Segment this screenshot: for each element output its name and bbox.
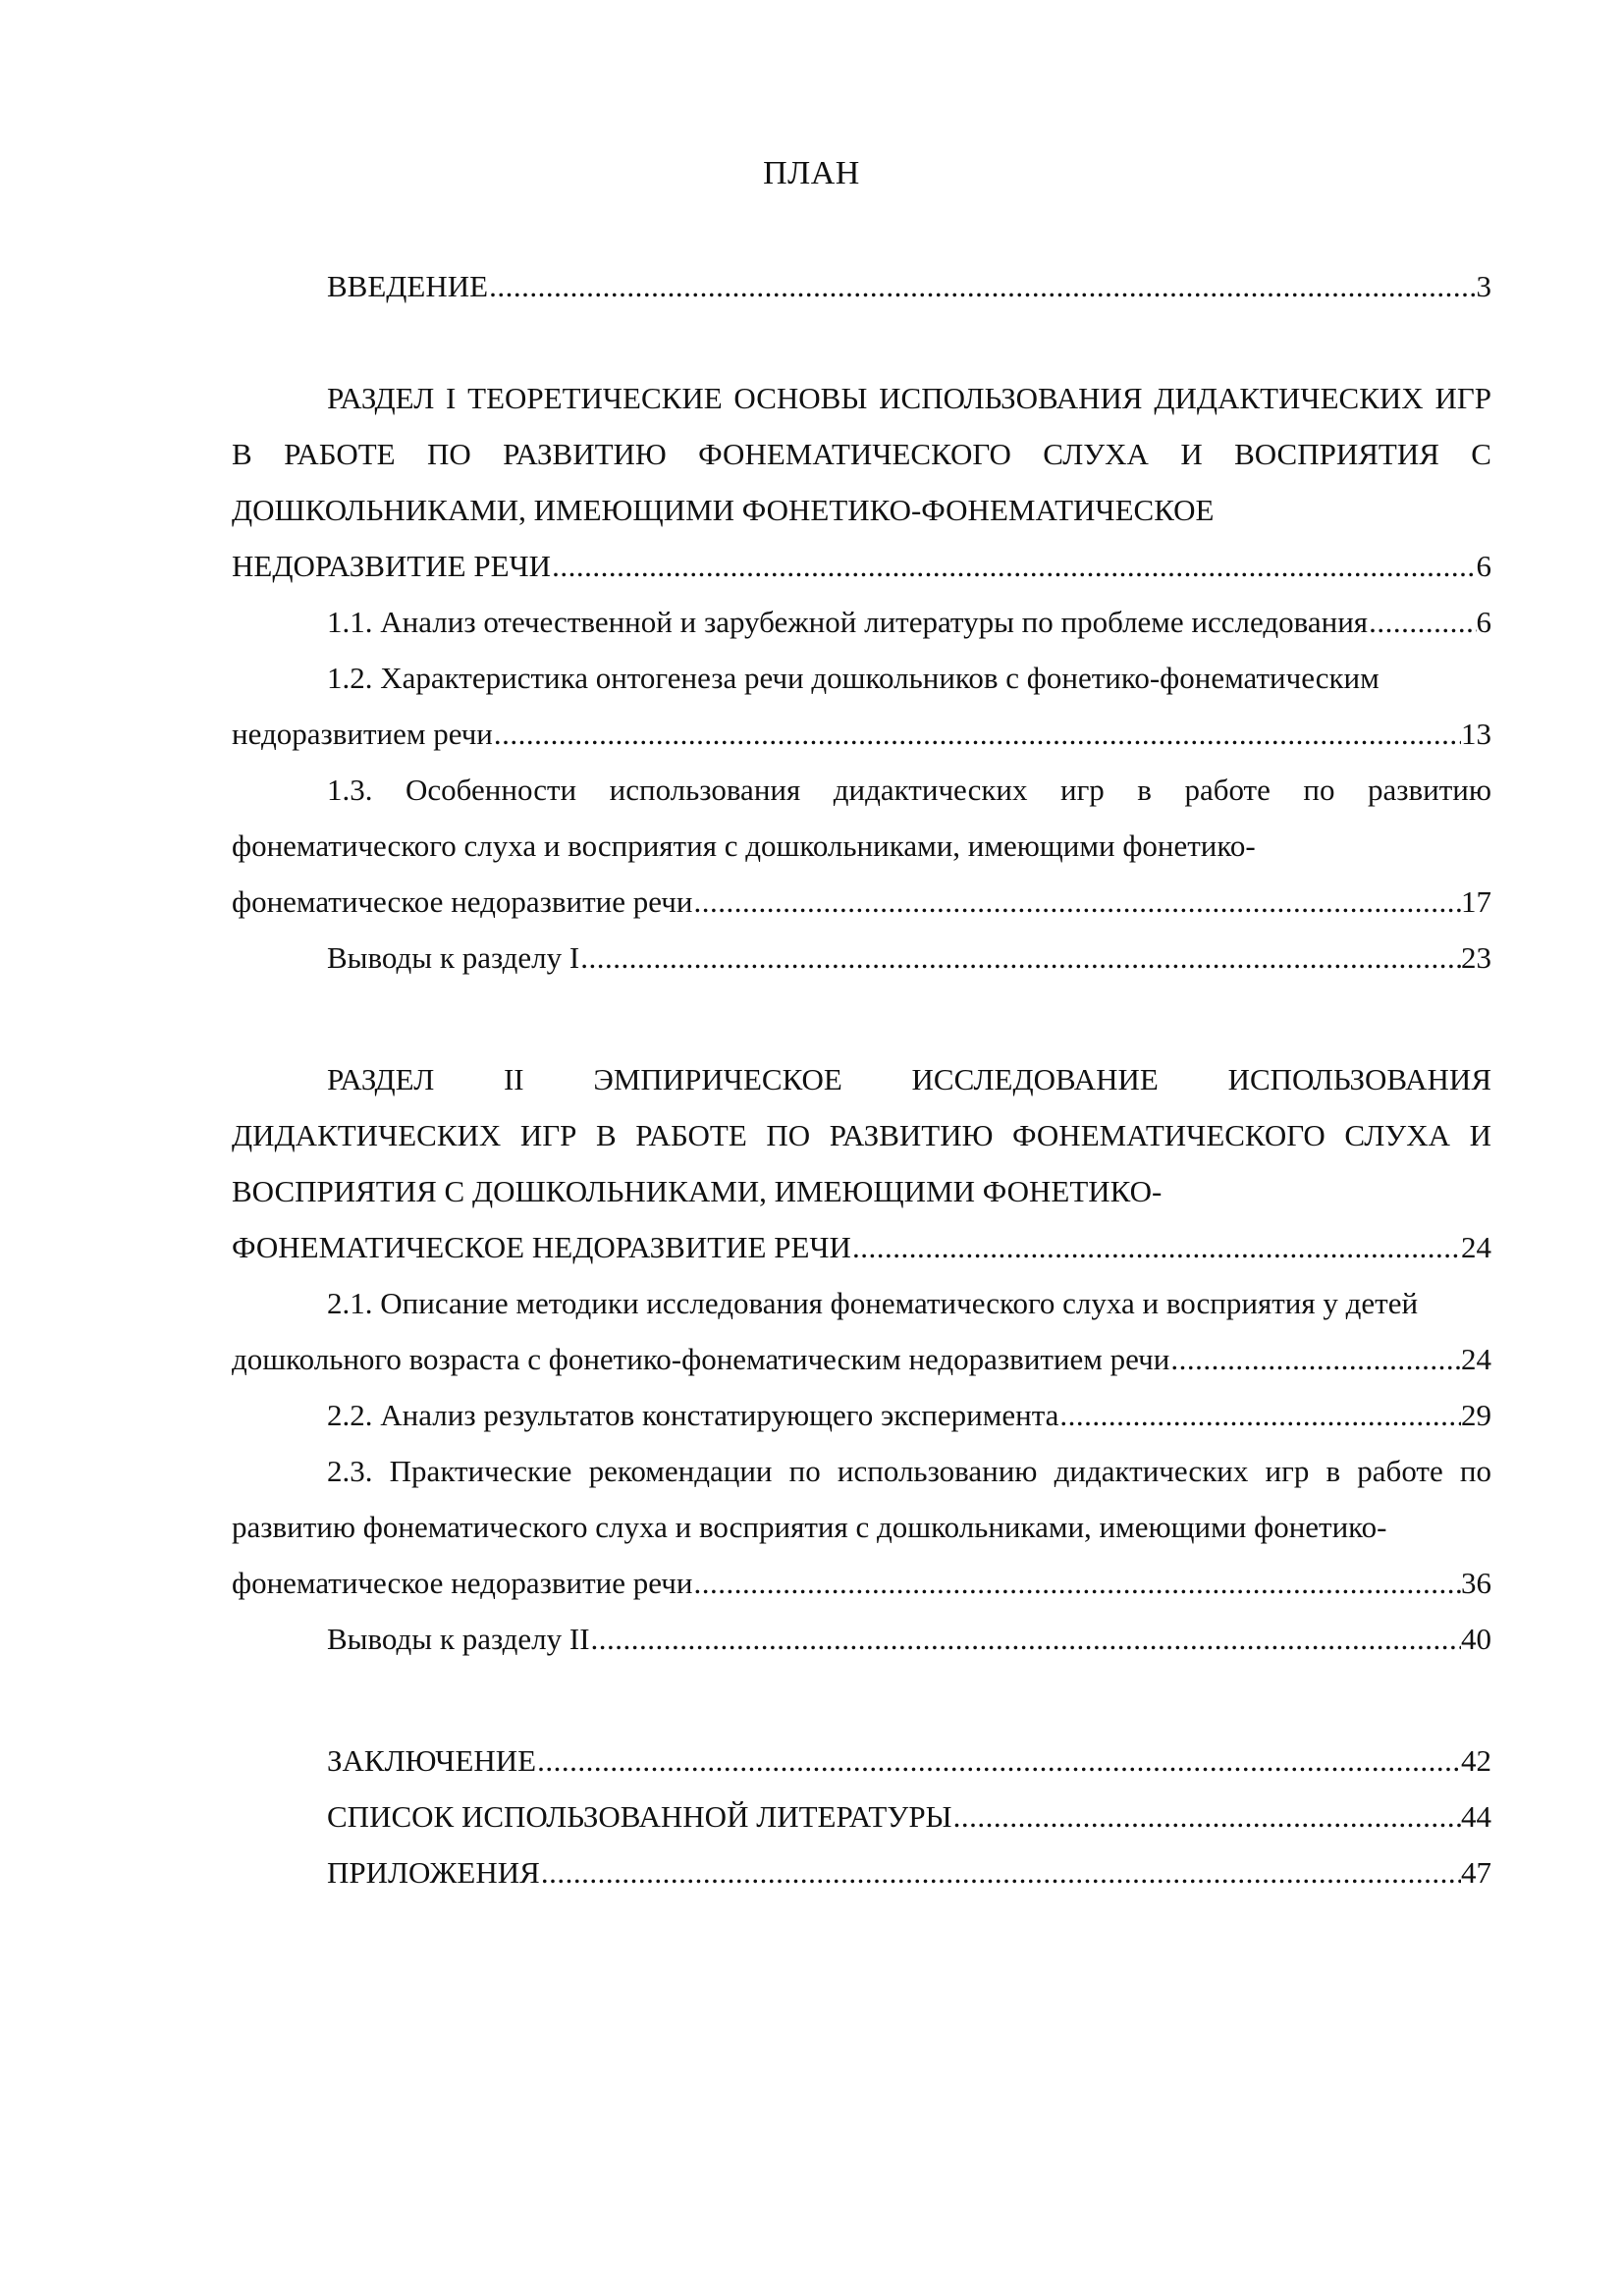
toc-entry-label: 2.1. Описание методики исследования фонематического слуха и восприятия у детей: [327, 1286, 1419, 1320]
toc-page-number: 24: [1461, 1230, 1491, 1264]
toc-entry-label: ВВЕДЕНИЕ: [327, 269, 489, 303]
toc-entry-label: 2.2. Анализ результатов констатирующего эксперимента: [327, 1398, 1059, 1432]
toc-entry-1-1[interactable]: [232, 594, 1491, 650]
toc-page-number: 6: [1476, 605, 1491, 639]
toc-page-number: 42: [1461, 1743, 1491, 1778]
toc-entry-2-2[interactable]: [232, 1387, 1491, 1443]
toc-entry-label: фонематическое недоразвитие речи: [232, 1566, 693, 1600]
dot-leader: [952, 1789, 1461, 1844]
toc-entry-label: ЗАКЛЮЧЕНИЕ: [327, 1743, 537, 1778]
toc-entry-2-1-text[interactable]: [232, 1275, 1491, 1331]
toc-entry-label: СПИСОК ИСПОЛЬЗОВАННОЙ ЛИТЕРАТУРЫ: [327, 1799, 952, 1834]
dot-leader: [590, 1611, 1461, 1667]
toc-entry-label: ВОСПРИЯТИЯ С ДОШКОЛЬНИКАМИ, ИМЕЮЩИМИ ФОНЕТИКО-: [232, 1174, 1163, 1208]
toc-entry-label: 1.2. Характеристика онтогенеза речи дошкольников с фонетико-фонематическим: [327, 661, 1380, 695]
toc-page-number: 44: [1461, 1799, 1491, 1834]
toc-entry-label: фонематического слуха и восприятия с дошкольниками, имеющими фонетико-: [232, 828, 1256, 863]
toc-block-section-2: [232, 1051, 1491, 1667]
toc-entry-conclusions-1[interactable]: [232, 930, 1491, 986]
toc-entry-label: РАЗДЕЛ I ТЕОРЕТИЧЕСКИЕ ОСНОВЫ ИСПОЛЬЗОВАНИЯ ДИДАКТИЧЕСКИХ: [327, 381, 1435, 415]
dot-leader: [540, 1844, 1461, 1900]
toc-block-intro: [232, 258, 1491, 314]
toc-section-1-heading[interactable]: [232, 370, 1491, 538]
toc-page-number: 47: [1461, 1855, 1491, 1890]
dot-leader: [1368, 594, 1476, 650]
toc-entry-label: ИГР В РАБОТЕ ПО РАЗВИТИЮ ФОНЕМАТИЧЕСКОГО СЛУХА И ВОСПРИЯТИЯ С: [232, 381, 1491, 471]
toc-entry-appendices[interactable]: [232, 1844, 1491, 1900]
toc-entry-1-3-text[interactable]: [232, 762, 1491, 874]
toc-entry-label: Выводы к разделу II: [327, 1622, 590, 1656]
dot-leader: [692, 1555, 1461, 1611]
toc-entry-references[interactable]: [232, 1789, 1491, 1844]
toc-entry-section-1-end[interactable]: [232, 538, 1491, 594]
dot-leader: [851, 1219, 1461, 1275]
toc-entry-2-3[interactable]: [232, 1555, 1491, 1611]
toc-section-2-heading[interactable]: [232, 1051, 1491, 1219]
toc-entry-label: ДИДАКТИЧЕСКИХ ИГР В РАБОТЕ ПО РАЗВИТИЮ ФОНЕМАТИЧЕСКОГО СЛУХА И: [232, 1118, 1491, 1152]
toc-entry-1-3[interactable]: [232, 874, 1491, 930]
toc-entry-2-3-text[interactable]: [232, 1443, 1491, 1555]
toc-entry-label: 1.1. Анализ отечественной и зарубежной литературы по проблеме исследования: [327, 605, 1369, 639]
dot-leader: [551, 538, 1476, 594]
dot-leader: [1058, 1387, 1461, 1443]
toc-entry-label: ДОШКОЛЬНИКАМИ, ИМЕЮЩИМИ ФОНЕТИКО-ФОНЕМАТИЧЕСКОЕ: [232, 493, 1215, 527]
toc-entry-label: НЕДОРАЗВИТИЕ РЕЧИ: [232, 549, 552, 583]
toc-entry-label: фонематическое недоразвитие речи: [232, 884, 693, 919]
toc-page-number: 23: [1461, 940, 1491, 975]
toc-entry-label: ПРИЛОЖЕНИЯ: [327, 1855, 540, 1890]
toc-block-section-1: [232, 370, 1491, 986]
toc-entry-intro[interactable]: [232, 258, 1491, 314]
dot-leader: [536, 1733, 1461, 1789]
toc-entry-label: 2.3. Практические рекомендации по использованию дидактических игр в работе по: [327, 1454, 1491, 1488]
toc-page-number: 17: [1461, 884, 1491, 919]
toc-entry-label: дошкольного возраста с фонетико-фонематическим недоразвитием речи: [232, 1342, 1170, 1376]
page-title: ПЛАН: [763, 155, 860, 191]
toc-entry-conclusion[interactable]: [232, 1733, 1491, 1789]
toc-entry-1-2[interactable]: [232, 706, 1491, 762]
toc-page-number: 3: [1476, 269, 1491, 303]
toc-entry-section-2-end[interactable]: [232, 1219, 1491, 1275]
toc-page-number: 24: [1461, 1342, 1491, 1376]
toc-entry-conclusions-2[interactable]: [232, 1611, 1491, 1667]
toc-entry-2-1[interactable]: [232, 1331, 1491, 1387]
dot-leader: [488, 258, 1476, 314]
toc-page-number: 6: [1476, 549, 1491, 583]
toc-entry-1-2-text[interactable]: [232, 650, 1491, 706]
toc-entry-label: развитию фонематического слуха и восприятия с дошкольниками, имеющими фонетико-: [232, 1510, 1387, 1544]
dot-leader: [579, 930, 1461, 986]
toc-entry-label: ФОНЕМАТИЧЕСКОЕ НЕДОРАЗВИТИЕ РЕЧИ: [232, 1230, 851, 1264]
toc-entry-label: 1.3. Особенности использования дидактических игр в работе по развитию: [327, 773, 1491, 807]
toc-entry-label: Выводы к разделу I: [327, 940, 580, 975]
toc-entry-label: РАЗДЕЛ II ЭМПИРИЧЕСКОЕ ИССЛЕДОВАНИЕ ИСПОЛЬЗОВАНИЯ: [327, 1062, 1491, 1096]
dot-leader: [692, 874, 1461, 930]
dot-leader: [1169, 1331, 1461, 1387]
dot-leader: [493, 706, 1461, 762]
toc-block-final: [232, 1733, 1491, 1900]
toc-page-number: 36: [1461, 1566, 1491, 1600]
toc-entry-label: недоразвитием речи: [232, 717, 493, 751]
toc-page-number: 29: [1461, 1398, 1491, 1432]
toc-page-number: 13: [1461, 717, 1491, 751]
toc-page-number: 40: [1461, 1622, 1491, 1656]
